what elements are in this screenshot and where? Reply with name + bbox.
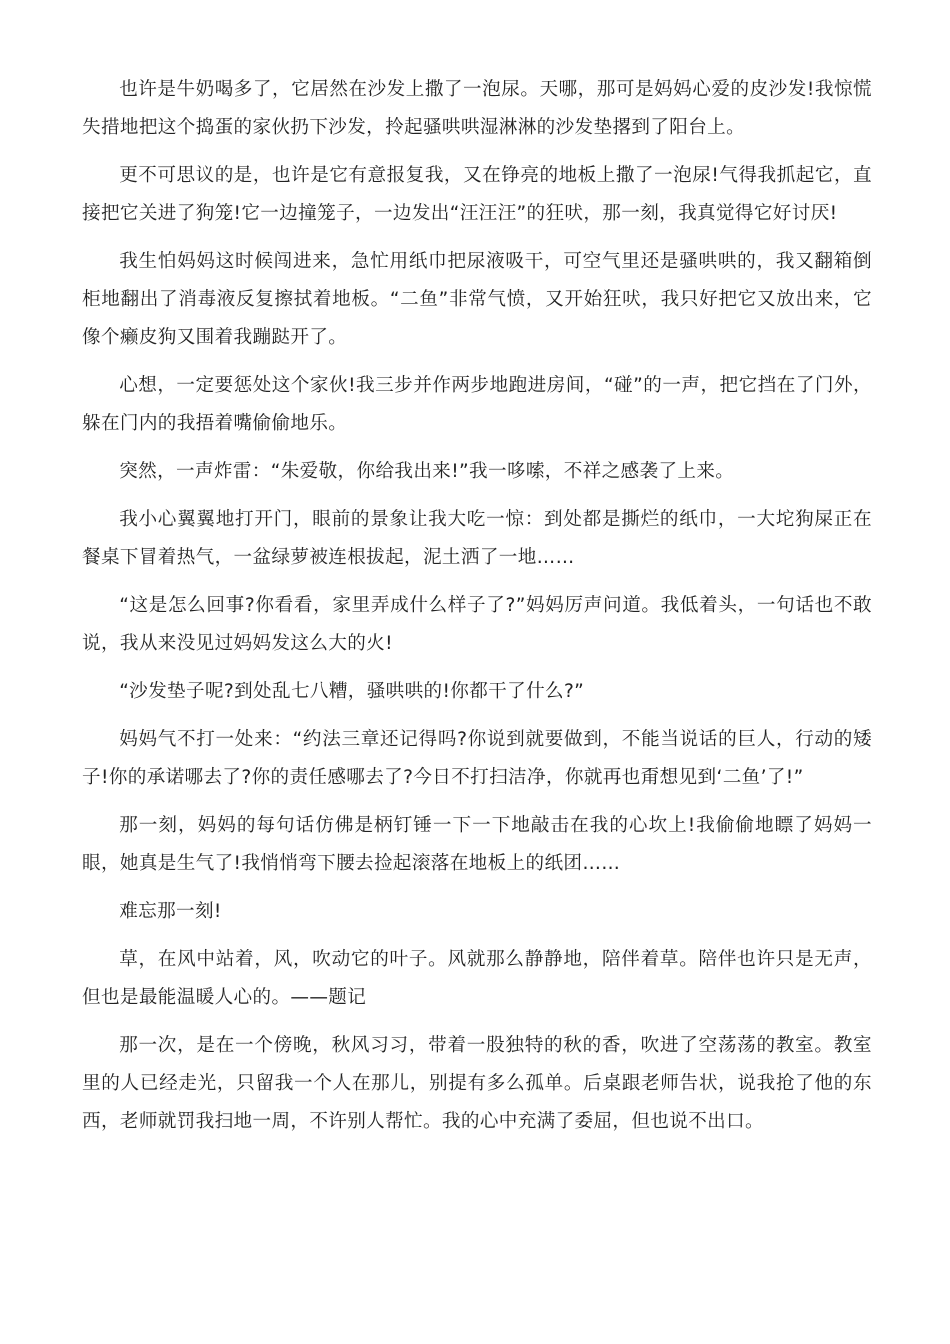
paragraph: 也许是牛奶喝多了，它居然在沙发上撒了一泡尿。天哪，那可是妈妈心爱的皮沙发!我惊慌失措地把这个捣蛋的家伙扔下沙发，拎起骚哄哄湿淋淋的沙发垫撂到了阳台上。 [82,79,872,138]
paragraph: “沙发垫子呢?到处乱七八糟，骚哄哄的!你都干了什么?” [119,681,585,702]
paragraph: 那一次，是在一个傍晚，秋风习习，带着一股独特的秋的香，吹进了空荡荡的教室。教室里的人已经走光，只留我一个人在那儿，别提有多么孤单。后桌跟老师告状，说我抢了他的东西，老师就罚我扫地一周，不许别人帮忙。我的心中充满了委屈，但也说不出口。 [82,1035,872,1132]
paragraph: 妈妈气不打一处来：“约法三章还记得吗?你说到就要做到，不能当说话的巨人，行动的矮子!你的承诺哪去了?你的责任感哪去了?今日不打扫洁净，你就再也甭想见到‘二鱼’了!” [82,729,872,788]
paragraph: 突然，一声炸雷：“朱爱敬，你给我出来!”我一哆嗦，不祥之感袭了上来。 [119,461,735,482]
paragraph: 我生怕妈妈这时候闯进来，急忙用纸巾把尿液吸干，可空气里还是骚哄哄的，我又翻箱倒柜地翻出了消毒液反复擦拭着地板。“二鱼”非常气愤，又开始狂吠，我只好把它又放出来，它像个癞皮狗又围着我蹦跶开了。 [82,251,872,348]
paragraph: 难忘那一刻! [119,901,222,922]
paragraph: 心想，一定要惩处这个家伙!我三步并作两步地跑进房间，“碰”的一声，把它挡在了门外，躲在门内的我捂着嘴偷偷地乐。 [82,375,872,434]
paragraph: 我小心翼翼地打开门，眼前的景象让我大吃一惊：到处都是撕烂的纸巾，一大坨狗屎正在餐桌下冒着热气，一盆绿萝被连根拔起，泥土洒了一地…… [82,509,872,568]
paragraph: 那一刻，妈妈的每句话仿佛是柄钉锤一下一下地敲击在我的心坎上!我偷偷地瞟了妈妈一眼，她真是生气了!我悄悄弯下腰去捡起滚落在地板上的纸团…… [82,815,872,874]
epigraph-paragraph: 草，在风中站着，风，吹动它的叶子。风就那么静静地，陪伴着草。陪伴也许只是无声，但也是最能温暖人心的。——题记 [82,949,872,1008]
paragraph: 更不可思议的是，也许是它有意报复我，又在铮亮的地板上撒了一泡尿!气得我抓起它，直接把它关进了狗笼!它一边撞笼子，一边发出“汪汪汪”的狂吠，那一刻，我真觉得它好讨厌! [82,165,872,224]
document-page [82,71,872,1151]
paragraph: “这是怎么回事?你看看，家里弄成什么样子了?”妈妈厉声问道。我低着头，一句话也不敢说，我从来没见过妈妈发这么大的火! [82,595,872,654]
